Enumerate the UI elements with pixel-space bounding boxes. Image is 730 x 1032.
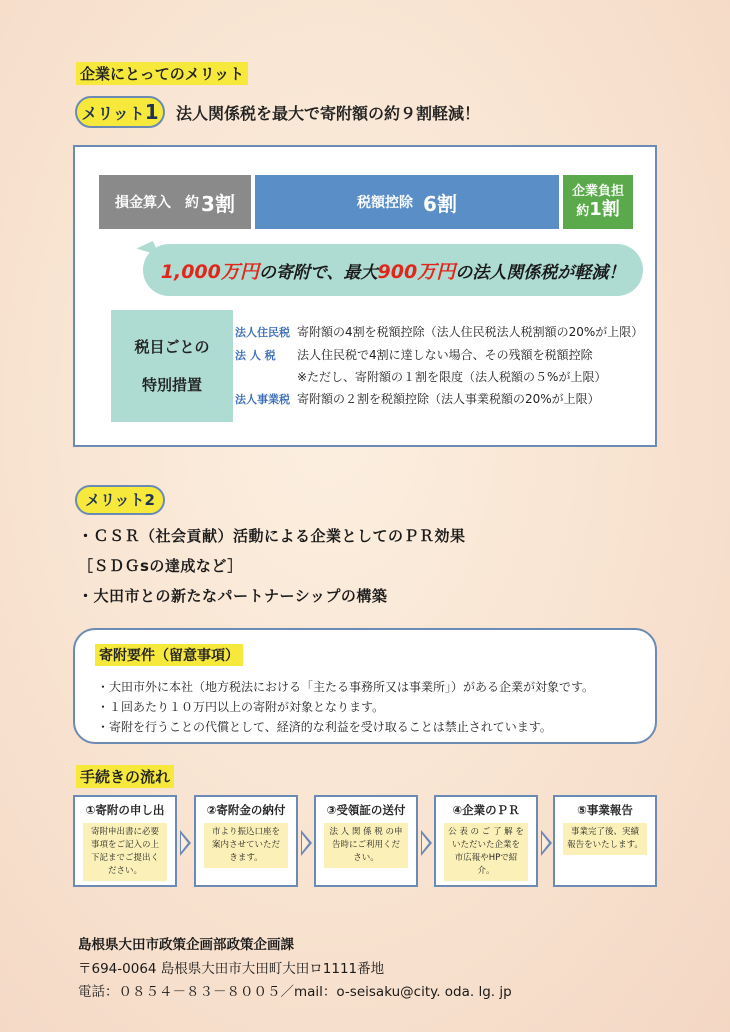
tax-row [235,390,600,407]
flow-step-desc: 事業完了後、実績報告をいたします。 [563,823,647,855]
merit2-line: ［ＳＤＧsの達成など］ [78,557,243,575]
flow-step-title: ④企業のＰＲ [452,803,520,817]
bubble-amount-donation: 1,000万円 [160,260,259,283]
flow-step-2 [194,795,298,887]
flow-title: 手続きの流れ [76,765,174,788]
merit2-pill: メリット2 [75,485,165,515]
tax-row [235,368,606,385]
tax-row-label: 法 人 税 [235,349,276,362]
footer-department: 島根県大田市政策企画部政策企画課 [78,937,294,953]
requirements-title: 寄附要件（留意事項） [95,644,243,666]
footer-contact: 電話：０８５４－８３－８００５／mail：o-seisaku@city. oda. lg. jp [78,984,512,1000]
flow-step-title: ①寄附の申し出 [85,803,165,817]
bubble-text-2: の法人関係税が軽減！ [455,262,626,283]
flow-step-desc: 市より振込口座を案内させていただきます。 [204,823,288,868]
deduction-value: 3割 [201,191,235,216]
flow-step-title: ⑤事業報告 [577,803,633,817]
tax-credit-value: 6割 [423,191,457,216]
company-burden-prefix: 約 [576,204,590,219]
merit2-line: ・大田市との新たなパートナーシップの構築 [78,587,388,605]
merit1-label: メリット [81,104,145,123]
special-measures-box [111,310,233,422]
company-burden-segment [563,175,633,229]
tax-row-label: 法人事業税 [235,393,290,406]
footer-address: 〒694-0064 島根県大田市大田町大田ロ1111番地 [78,961,385,977]
flow-step-desc: 公 表 の ご 了 解 をいただいた企業を市広報やHPで紹介。 [444,823,528,881]
requirement-item: ・寄附を行うことの代償として、経済的な利益を受け取ることは禁止されています。 [97,720,552,734]
requirement-item: ・１回あたり１０万円以上の寄附が対象となります。 [97,700,385,714]
requirements-box [73,628,657,744]
tax-row [235,346,593,363]
tax-row-text: 寄附額の4割を税額控除（法人住民税法人税割額の20%が上限） [297,325,644,339]
company-burden-label: 企業負担 [571,184,624,199]
merit1-number: 1 [144,100,159,124]
flow-step-3 [314,795,418,887]
tax-row-text: 法人住民税で4割に達しない場合、その残額を税額控除 [297,348,593,362]
flow-arrow-icon [421,830,432,856]
merit1-pill [75,96,165,128]
flow-step-1 [73,795,177,887]
tax-row-label: 法人住民税 [235,326,290,339]
section-title: 企業にとってのメリット [76,62,248,85]
tax-credit-segment [255,175,559,229]
speech-bubble [143,244,643,296]
bubble-text-1: の寄附で、最大 [258,262,378,283]
bubble-amount-reduction: 900万円 [377,260,456,283]
flow-step-4 [434,795,538,887]
flow-step-desc: 法 人 関 係 税 の申告時にご利用ください。 [324,823,408,868]
flow-arrow-icon [541,830,552,856]
flow-step-title: ②寄附金の納付 [206,803,286,817]
tax-row-text: ※ただし、寄附額の１割を限度（法人税額の５%が上限） [297,370,607,384]
special-measures-line2: 特別措置 [141,376,202,394]
merit1-headline: 法人関係税を最大で寄附額の約９割軽減！ [176,104,481,123]
flow-arrow-icon [180,830,191,856]
flow-step-desc: 寄附申出書に必要事項をご記入の上下記までご提出ください。 [83,823,167,881]
tax-credit-label: 税額控除 [357,195,414,211]
merit1-box [73,145,657,447]
requirement-item: ・大田市外に本社（地方税法における「主たる事務所又は事業所」）がある企業が対象です。 [97,680,595,694]
special-measures-line1: 税目ごとの [134,338,210,356]
flow-step-title: ③受領証の送付 [326,803,406,817]
deduction-segment [99,175,251,229]
flow-step-5 [553,795,657,887]
tax-row [235,323,643,340]
company-burden-value: 1割 [589,199,620,220]
flow-arrow-icon [301,830,312,856]
tax-row-text: 寄附額の２割を税額控除（法人事業税額の20%が上限） [297,392,600,406]
merit2-line: ・ＣＳＲ（社会貢献）活動による企業としてのＰＲ効果 [78,527,466,545]
deduction-label: 損金算入 約 [115,195,200,211]
